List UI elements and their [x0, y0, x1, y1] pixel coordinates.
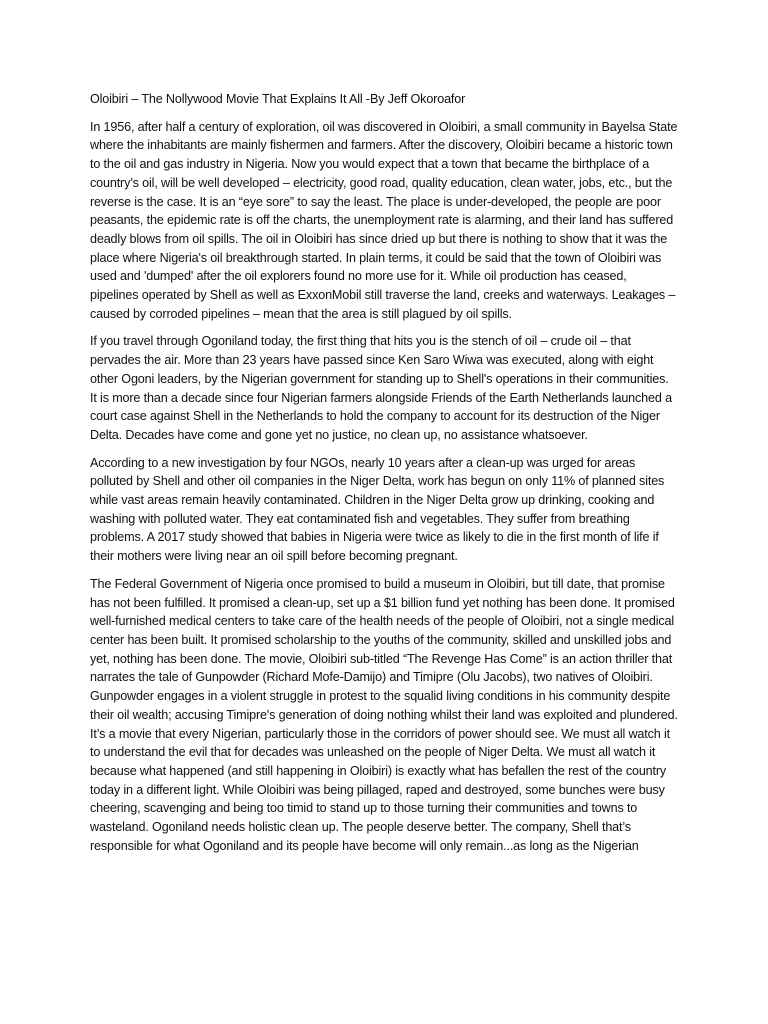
paragraph-ngo-investigation: According to a new investigation by four NGOs, nearly 10 years after a clean-up was urged for areas polluted by Shell and other oil companies in the Niger Delta, work has begun on only 11% of planned sites while vast areas remain heavily contaminated. Children in the Niger Delta grow up drinking, cooking and washing with polluted water. They eat contaminated fish and vegetables. They suffer from breathing problems. A 2017 study showed that babies in Nigeria were twice as likely to die in the first month of life if their mothers were living near an oil spill before becoming pregnant.	[90, 455, 665, 564]
paragraph-federal-government: The Federal Government of Nigeria once promised to build a museum in Oloibiri, but till date, that promise has not been fulfilled. It promised a clean-up, set up a $1 billion fund yet nothing has been done. It promised well-furnished medical centers to take care of the health needs of the people of Oloibiri, not a single medical center has been built. It promised scholarship to the youths of the community, skilled and unskilled jobs and yet, nothing has been done. The movie, Oloibiri sub-titled “The Revenge Has Come” is an action thriller that narrates the tale of Gunpowder (Richard Mofe-Damijo) and Timipre (Olu Jacobs), two natives of Oloibiri. Gunpowder engages in a violent struggle in protest to the squalid living conditions in his community despite their oil wealth; accusing Timipre's generation of doing nothing whilst their land was exploited and plundered. It’s a movie that every Nigerian, particularly those in the corridors of power should see. We must all watch it to understand the evil that for decades was unleashed on the people of Niger Delta. We must all watch it because what happened (and still happening in Oloibiri) is exactly what has befallen the rest of the country today in a different light. While Oloibiri was being pillaged, raped and destroyed, some bunches were busy cheering, scavenging and being too timid to stand up to those turning their communities and towns to wasteland. Ogoniland needs holistic clean up. The people deserve better. The company, Shell that’s responsible for what Ogoniland and its people have become will only remain...as long as the Nigerian	[90, 576, 678, 853]
document-page	[90, 90, 678, 864]
paragraph-oloibiri-history: In 1956, after half a century of exploration, oil was discovered in Oloibiri, a small community in Bayelsa State where the inhabitants are mainly fishermen and farmers. After the discovery, Oloibiri became a historic town to the oil and gas industry in Nigeria. Now you would expect that a town that became the birthplace of a country’s oil, will be well developed – electricity, good road, quality education, clean water, jobs, etc., but the reverse is the case. It is an “eye sore” to say the least. The place is under-developed, the people are poor peasants, the epidemic rate is off the charts, the unemployment rate is alarming, and their land has suffered deadly blows from oil spills. The oil in Oloibiri has since dried up but there is nothing to show that it was the place where Nigeria's oil breakthrough started. In plain terms, it could be said that the town of Oloibiri was used and 'dumped' after the oil explorers found no more use for it. While oil production has ceased, pipelines operated by Shell as well as ExxonMobil still traverse the land, creeks and waterways. Leakages – caused by corroded pipelines – mean that the area is still plagued by oil spills.	[90, 119, 678, 321]
paragraph-ogoniland: If you travel through Ogoniland today, the first thing that hits you is the stench of oil – crude oil – that pervades the air. More than 23 years have passed since Ken Saro Wiwa was executed, along with eight other Ogoni leaders, by the Nigerian government for standing up to Shell's operations in their communities. It is more than a decade since four Nigerian farmers alongside Friends of the Earth Netherlands launched a court case against Shell in the Netherlands to hold the company to account for its destruction of the Niger Delta. Decades have come and gone yet no justice, no clean up, no assistance whatsoever.	[90, 334, 672, 442]
article-title: Oloibiri – The Nollywood Movie That Explains It All -By Jeff Okoroafor	[90, 92, 466, 106]
